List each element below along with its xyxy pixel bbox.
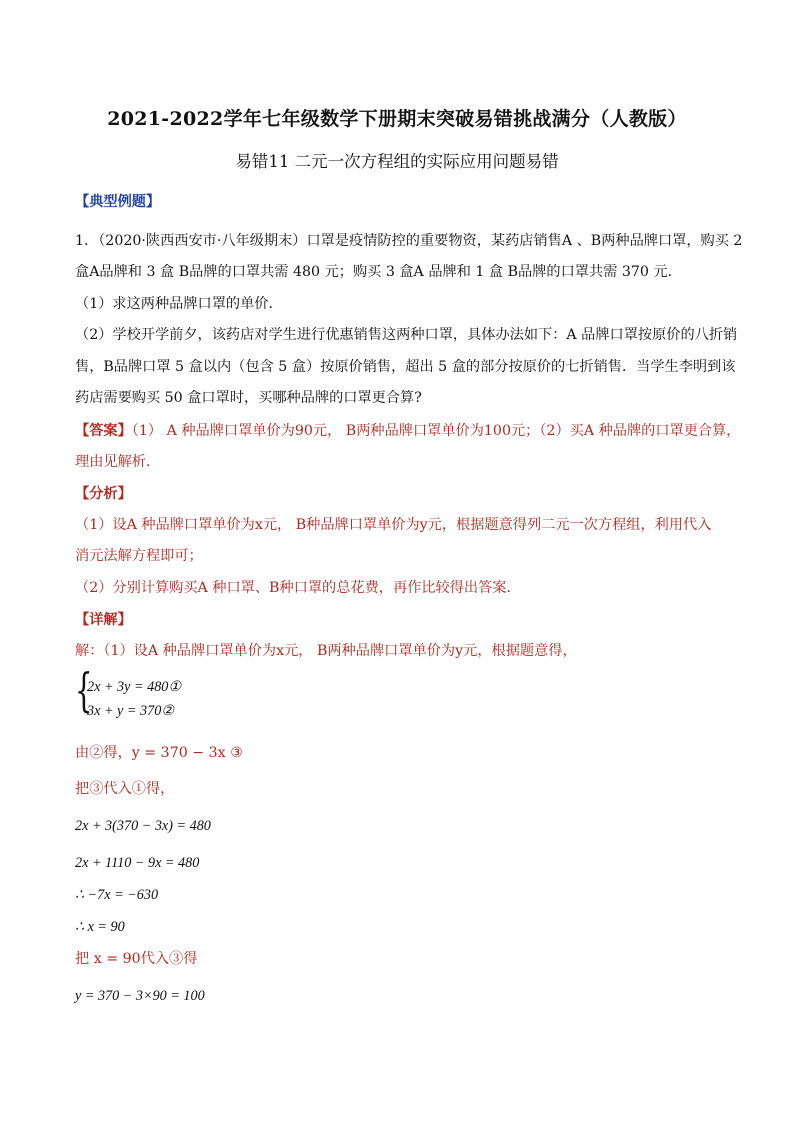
step-7: 把 x = 90代入③得 bbox=[75, 951, 198, 967]
step-5: ∴ −7x = −630 bbox=[75, 887, 159, 903]
page-title: 2021-2022学年七年级数学下册期末突破易错挑战满分（人教版） bbox=[107, 108, 687, 130]
question-2-line-3: 药店需要购买 50 盒口罩时，买哪种品牌的口罩更合算? bbox=[75, 390, 422, 406]
answer-label: 【答案】 bbox=[75, 423, 132, 439]
problem-line-1: 1．（2020·陕西西安市·八年级期末）口罩是疫情防控的重要物资，某药店销售A 、B两种品牌口罩，购买 2 bbox=[75, 233, 743, 249]
question-2-line-2: 售，B品牌口罩 5 盒以内（包含 5 盒）按原价销售，超出 5 盒的部分按原价的七折销售．当学生李明到该 bbox=[75, 359, 736, 375]
step-1: 由②得，y = 370 − 3x ③ bbox=[75, 745, 243, 761]
brace-symbol: { bbox=[75, 663, 93, 717]
problem-line-2: 盒A品牌和 3 盒 B品牌的口罩共需 480 元；购买 3 盒A 品牌和 1 盒 B品牌的口罩共需 370 元． bbox=[75, 264, 682, 280]
page-subtitle: 易错11 二元一次方程组的实际应用问题易错 bbox=[235, 152, 559, 171]
analysis-label: 【分析】 bbox=[75, 486, 132, 502]
section-label: 【典型例题】 bbox=[75, 194, 161, 210]
analysis-line-2: 消元法解方程即可； bbox=[75, 548, 203, 564]
question-2-line-1: （2）学校开学前夕，该药店对学生进行优惠销售这两种口罩，具体办法如下：A 品牌口罩按原价的八折销 bbox=[75, 327, 738, 343]
detail-label: 【详解】 bbox=[75, 612, 132, 628]
step-3: 2x + 3(370 − 3x) = 480 bbox=[75, 818, 211, 834]
step-2: 把③代入①得， bbox=[75, 781, 175, 797]
answer-line-2: 理由见解析． bbox=[75, 454, 161, 470]
analysis-line-3: （2）分别计算购买A 种口罩、B种口罩的总花费，再作比较得出答案． bbox=[75, 580, 521, 596]
detail-line-1: 解：（1）设A 种品牌口罩单价为x元， B两种品牌口罩单价为y元，根据题意得， bbox=[75, 643, 577, 659]
step-6: ∴ x = 90 bbox=[75, 919, 125, 935]
step-8: y = 370 − 3×90 = 100 bbox=[75, 988, 205, 1004]
question-1: （1）求这两种品牌口罩的单价． bbox=[75, 296, 283, 312]
equation-2: 3x + y = 370② bbox=[87, 703, 175, 719]
answer-text-1: （1） A 种品牌口罩单价为90元， B两种品牌口罩单价为100元；（2）买A 种品牌的口罩更合算， bbox=[131, 423, 741, 439]
answer-line-1 bbox=[75, 421, 741, 441]
analysis-line-1: （1）设A 种品牌口罩单价为x元， B种品牌口罩单价为y元，根据题意得列二元一次方程组，利用代入 bbox=[75, 517, 712, 533]
step-4: 2x + 1110 − 9x = 480 bbox=[75, 855, 200, 871]
equation-1: 2x + 3y = 480① bbox=[87, 679, 182, 695]
